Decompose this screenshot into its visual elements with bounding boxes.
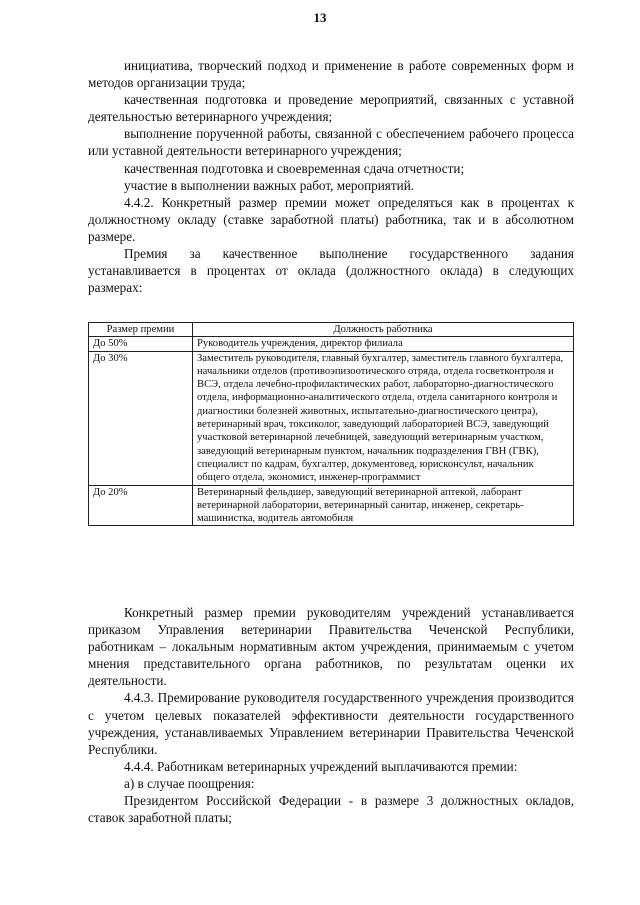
paragraph: 4.4.2. Конкретный размер премии может определяться как в процентах к должностному окладу (ставке заработной платы) работника, так и в абсолютном размере. bbox=[88, 194, 574, 244]
text-block-bottom bbox=[88, 604, 574, 826]
position-cell: Руководитель учреждения, директор филиала bbox=[193, 337, 574, 351]
table-header-row bbox=[89, 323, 574, 337]
paragraph: выполнение порученной работы, связанной с обеспечением рабочего процесса или уставной деятельности ветеринарного учреждения; bbox=[88, 126, 574, 159]
paragraph: участие в выполнении важных работ, мероприятий. bbox=[124, 177, 415, 193]
paragraph: 4.4.4. Работникам ветеринарных учреждений выплачиваются премии: bbox=[124, 758, 518, 774]
paragraph: 4.4.3. Премирование руководителя государственного учреждения производится с учетом целевых показателей эффективности деятельности государственного учреждения, устанавливаемых Управлением ветеринарии Правительства Чеченской Республики. bbox=[88, 690, 574, 757]
bonus-size-cell: До 30% bbox=[89, 351, 193, 485]
paragraph: Президентом Российской Федерации - в размере 3 должностных окладов, ставок заработной платы; bbox=[88, 793, 574, 826]
column-header-position: Должность работника bbox=[193, 323, 574, 337]
table-row bbox=[89, 337, 574, 351]
paragraph: инициатива, творческий подход и применение в работе современных форм и методов организации труда; bbox=[88, 58, 574, 91]
bonus-size-cell: До 50% bbox=[89, 337, 193, 351]
paragraph: качественная подготовка и своевременная сдача отчетности; bbox=[124, 160, 465, 176]
table-row bbox=[89, 351, 574, 485]
paragraph: Премия за качественное выполнение государственного задания устанавливается в процентах от оклада (должностного оклада) в следующих размерах: bbox=[88, 246, 574, 296]
paragraph: Конкретный размер премии руководителям учреждений устанавливается приказом Управления ветеринарии Правительства Чеченской Республики, работникам – локальным нормативным актом учреждения, принимаемым с учетом мнения представительного органа работников, по результатам оценки их деятельности. bbox=[88, 605, 574, 689]
table-row bbox=[89, 485, 574, 526]
column-header-size: Размер премии bbox=[89, 323, 193, 337]
position-cell: Заместитель руководителя, главный бухгалтер, заместитель главного бухгалтера, начальники отделов (противоэпизоотического отряда, отдела госветконтроля и ВСЭ, отдела лечебно-профилактических работ, лабораторно-диагностического отдела, информационно-аналитического отдела, отдела санитарного контроля и диагностики болезней животных, испытательно-диагностического центра), ветеринарный врач, токсиколог, заведующий лабораторией ВСЭ, заведующий участковой ветеринарной лечебницей, заведующий ветеринарным участком, заведующий ветеринарным пунктом, начальник подразделения ГВН (ГВК), специалист по кадрам, бухгалтер, документовед, юрисконсульт, начальник общего отдела, экономист, инженер-программист bbox=[193, 351, 574, 485]
text-block-top bbox=[88, 57, 574, 296]
bonus-table bbox=[88, 322, 574, 526]
bonus-size-cell: До 20% bbox=[89, 485, 193, 526]
paragraph: качественная подготовка и проведение мероприятий, связанных с уставной деятельностью ветеринарного учреждения; bbox=[88, 92, 574, 125]
page-number: 13 bbox=[313, 10, 327, 25]
position-cell: Ветеринарный фельдшер, заведующий ветеринарной аптекой, лаборант ветеринарной лаборатории, ветеринарный санитар, инженер, секретарь-машинистка, водитель автомобиля bbox=[193, 485, 574, 526]
paragraph: а) в случае поощрения: bbox=[124, 775, 255, 791]
